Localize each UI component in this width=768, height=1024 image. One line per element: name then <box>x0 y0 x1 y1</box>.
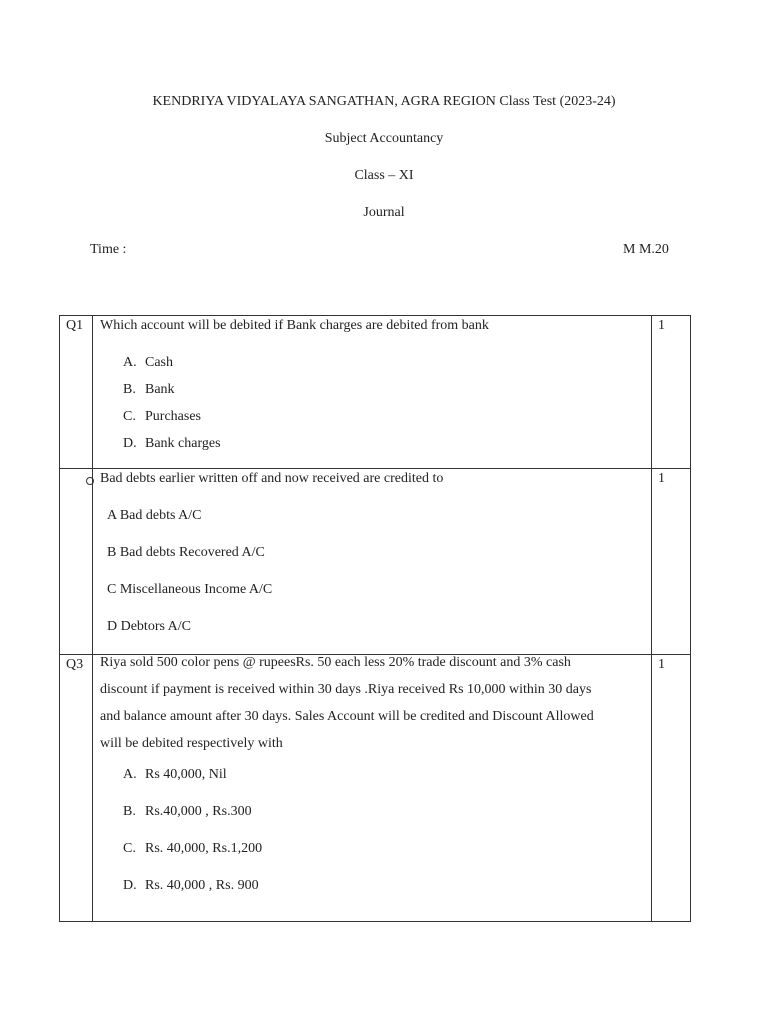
question-row-3 <box>60 655 691 922</box>
option-text: Cash <box>145 355 173 370</box>
option-text: Bank charges <box>145 436 221 451</box>
option-d <box>93 436 651 463</box>
option-text: Rs.40,000 , Rs.300 <box>145 804 252 819</box>
option-b: B Bad debts Recovered A/C <box>107 545 265 560</box>
time-label: Time : <box>90 242 127 257</box>
option-letter: D. <box>123 878 137 893</box>
questions-table <box>59 315 691 922</box>
question-marks: 1 <box>658 318 665 333</box>
question-stem: Bad debts earlier written off and now received are credited to <box>100 471 444 486</box>
question-stem-line: and balance amount after 30 days. Sales Account will be credited and Discount Allowed <box>100 709 594 724</box>
question-row-1 <box>60 316 691 469</box>
question-number-cell <box>60 316 93 469</box>
option-text: Purchases <box>145 409 201 424</box>
marks-cell <box>652 316 691 469</box>
option-text: Rs 40,000, Nil <box>145 767 227 782</box>
question-marks: 1 <box>658 471 665 486</box>
question-stem: Which account will be debited if Bank charges are debited from bank <box>100 318 489 333</box>
option-letter: A. <box>123 355 137 370</box>
options-list <box>93 355 651 463</box>
option-b <box>93 804 651 841</box>
header-class: Class – XI <box>354 168 414 183</box>
question-body-cell <box>93 316 652 469</box>
option-c: C Miscellaneous Income A/C <box>107 582 273 597</box>
options-list <box>93 767 651 915</box>
option-a: A Bad debts A/C <box>107 508 202 523</box>
option-letter: C. <box>123 841 136 856</box>
option-letter: B. <box>123 382 136 397</box>
header-subject: Subject Accountancy <box>324 131 444 146</box>
option-c <box>93 841 651 878</box>
question-row-2 <box>60 469 691 655</box>
option-text: Rs. 40,000, Rs.1,200 <box>145 841 263 856</box>
header-title: KENDRIYA VIDYALAYA SANGATHAN, AGRA REGION Class Test (2023-24) <box>152 94 616 109</box>
question-number <box>60 469 92 471</box>
question-body-cell <box>93 655 652 922</box>
option-d <box>93 878 651 915</box>
question-number: Q3 <box>66 657 84 672</box>
option-a <box>93 767 651 804</box>
question-stem <box>93 649 651 757</box>
options-list <box>93 508 651 656</box>
max-marks: M M.20 <box>623 242 669 257</box>
option-letter: B. <box>123 804 136 819</box>
option-text: Rs. 40,000 , Rs. 900 <box>145 878 259 893</box>
marks-cell <box>652 469 691 655</box>
option-d: D Debtors A/C <box>107 619 191 634</box>
option-text: Bank <box>145 382 175 397</box>
marks-cell <box>652 655 691 922</box>
question-stem-line: Riya sold 500 color pens @ rupeesRs. 50 each less 20% trade discount and 3% cash <box>100 655 571 670</box>
option-a <box>93 355 651 382</box>
question-number-cell <box>60 655 93 922</box>
question-stem-line: discount if payment is received within 30 days .Riya received Rs 10,000 within 30 days <box>100 682 592 697</box>
question-marks: 1 <box>658 657 665 672</box>
option-letter: C. <box>123 409 136 424</box>
question-body-cell <box>93 469 652 655</box>
question-stem-line: will be debited respectively with <box>100 736 283 751</box>
option-letter: A. <box>123 767 137 782</box>
question-number: Q1 <box>66 318 84 333</box>
header-topic: Journal <box>363 205 405 220</box>
option-b <box>93 382 651 409</box>
option-c <box>93 409 651 436</box>
question-number-cell <box>60 469 93 655</box>
option-letter: D. <box>123 436 137 451</box>
